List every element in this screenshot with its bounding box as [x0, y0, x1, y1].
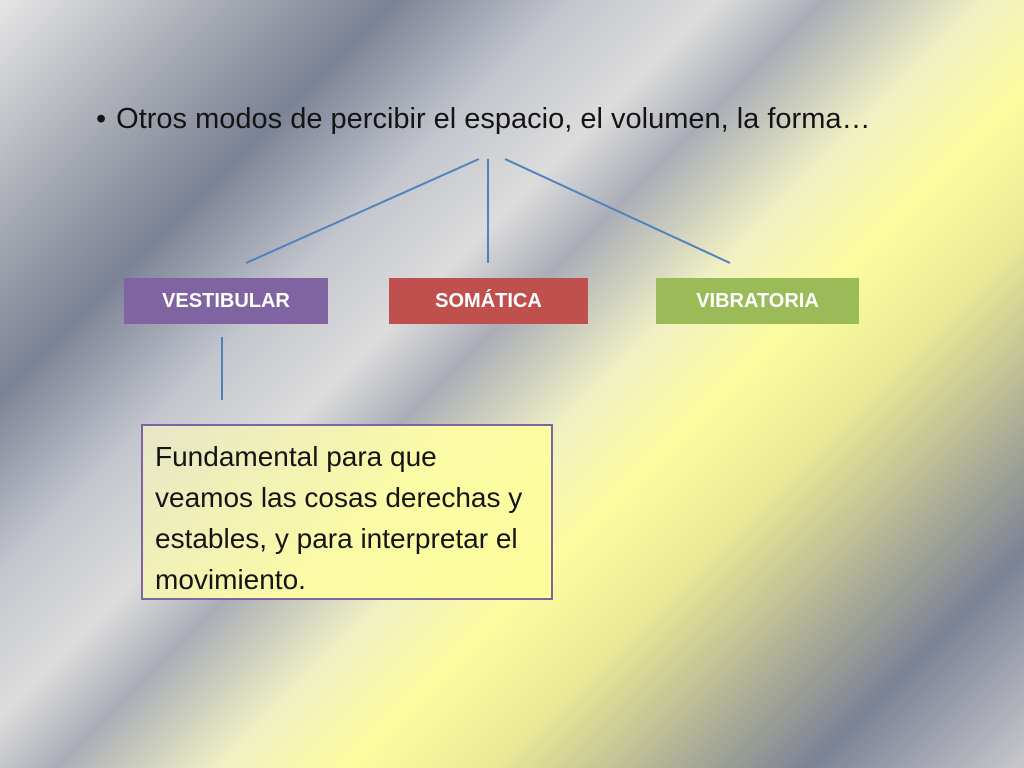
connector-to-vibratoria	[505, 159, 730, 263]
description-text: Fundamental para que veamos las cosas derechas y estables, y para interpretar el movimiento.	[155, 441, 523, 595]
node-vibratoria: VIBRATORIA	[656, 278, 859, 324]
node-somatica: SOMÁTICA	[389, 278, 588, 324]
connector-to-vestibular	[246, 159, 479, 263]
node-vestibular: VESTIBULAR	[124, 278, 328, 324]
description-box	[141, 424, 553, 600]
heading-text: Otros modos de percibir el espacio, el volumen, la forma…	[116, 103, 871, 135]
bullet-icon: •	[96, 103, 107, 135]
